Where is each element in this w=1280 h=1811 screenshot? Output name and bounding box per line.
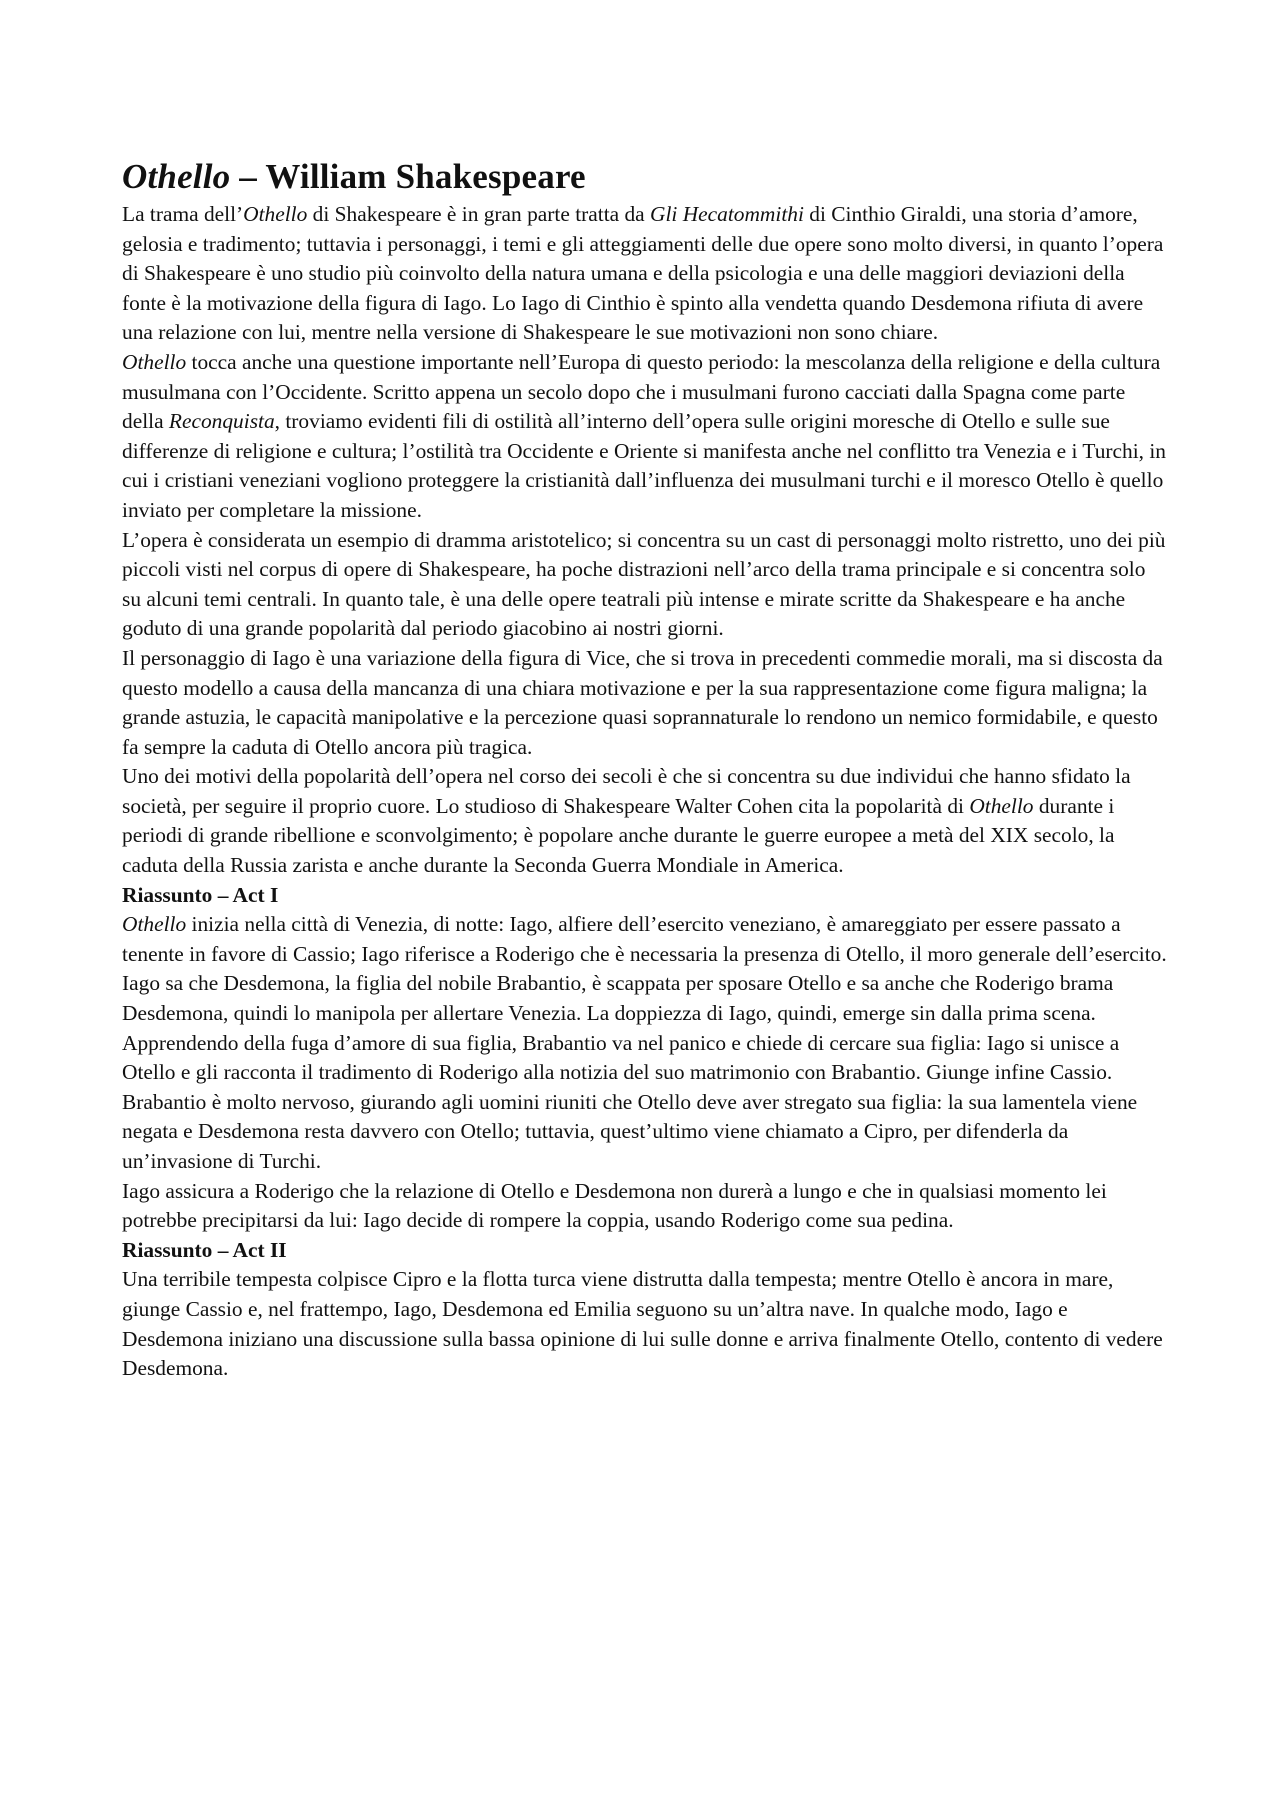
- text-run: tocca anche una questione importante nell’Europa di questo periodo: la mescolanza della religione e della cultura musulmana con l’Occidente. Scritto appena un secolo dopo che i musulmani furono cacciati dalla Spagna come parte della: [122, 349, 1161, 434]
- act1-paragraph-2: Apprendendo della fuga d’amore di sua figlia, Brabantio va nel panico e chiede di cercare sua figlia: Iago si unisce a Otello e gli racconta il tradimento di Roderigo alla notizia del suo matrimonio con Brabantio. Giunge infine Cassio.: [122, 1030, 1120, 1085]
- italic-run: Othello: [969, 793, 1034, 818]
- title-italic: Othello: [122, 157, 231, 196]
- act1-paragraph-1: [122, 910, 1167, 1028]
- document-title: [122, 156, 1167, 198]
- intro-paragraph-4: Il personaggio di Iago è una variazione della figura di Vice, che si trova in precedenti commedie morali, ma si discosta da questo modello a causa della mancanza di una chiara motivazione e per la sua rappresentazione come figura maligna; la grande astuzia, le capacità manipolative e la percezione quasi soprannaturale lo rendono un nemico formidabile, e questo fa sempre la caduta di Otello ancora più tragica.: [122, 645, 1163, 759]
- italic-run: Othello: [243, 202, 308, 226]
- intro-paragraph-2: [122, 348, 1167, 526]
- italic-run: Othello: [122, 349, 187, 374]
- text-run: La trama dell’: [122, 202, 244, 226]
- intro-paragraph-5: [122, 762, 1167, 880]
- section-heading-act-2: Riassunto – Act II: [122, 1237, 287, 1262]
- italic-run: Othello: [122, 912, 187, 937]
- title-rest: – William Shakespeare: [230, 157, 586, 196]
- act1-paragraph-4: Iago assicura a Roderigo che la relazione di Otello e Desdemona non durerà a lungo e che in qualsiasi momento lei potrebbe precipitarsi da lui: Iago decide di rompere la coppia, usando Roderigo come sua pedina.: [122, 1178, 1107, 1233]
- italic-run: Gli Hecatommithi: [650, 202, 804, 226]
- italic-run: Reconquista: [168, 409, 275, 434]
- text-run: inizia nella città di Venezia, di notte: Iago, alfiere dell’esercito veneziano, è amareggiato per essere passato a tenente in favore di Cassio; Iago riferisce a Roderigo che è necessaria la presenza di Otello, il moro generale dell’esercito. Iago sa che Desdemona, la figlia del nobile Brabantio, è scappata per sposare Otello e sa anche che Roderigo brama Desdemona, quindi lo manipola per allertare Venezia. La doppiezza di Iago, quindi, emerge sin dalla prima scena.: [122, 912, 1167, 1026]
- intro-paragraph-1: [122, 200, 1167, 348]
- section-heading-act-1: Riassunto – Act I: [122, 882, 279, 907]
- text-run: durante i periodi di grande ribellione e sconvolgimento; è popolare anche durante le guerre europee a metà del XIX secolo, la caduta della Russia zarista e anche durante la Seconda Guerra Mondiale in America.: [122, 793, 1115, 878]
- act1-paragraph-3: Brabantio è molto nervoso, giurando agli uomini riuniti che Otello deve aver stregato sua figlia: la sua lamentela viene negata e Desdemona resta davvero con Otello; tuttavia, quest’ultimo viene chiamato a Cipro, per difenderla da un’invasione di Turchi.: [122, 1089, 1138, 1173]
- document-page: [122, 156, 1167, 1384]
- act2-paragraph-1: Una terribile tempesta colpisce Cipro e la flotta turca viene distrutta dalla tempesta; mentre Otello è ancora in mare, giunge Cassio e, nel frattempo, Iago, Desdemona ed Emilia seguono su un’altra nave. In qualche modo, Iago e Desdemona iniziano una discussione sulla bassa opinione di lui sulle donne e arriva finalmente Otello, contento di vedere Desdemona.: [122, 1267, 1163, 1381]
- text-run: di Cinthio Giraldi, una storia d’amore, gelosia e tradimento; tuttavia i personaggi, i temi e gli atteggiamenti delle due opere sono molto diversi, in quanto l’opera di Shakespeare è uno studio più coinvolto della natura umana e della psicologia e una delle maggiori deviazioni della fonte è la motivazione della figura di Iago. Lo Iago di Cinthio è spinto alla vendetta quando Desdemona rifiuta di avere una relazione con lui, mentre nella versione di Shakespeare le sue motivazioni non sono chiare.: [122, 202, 1164, 345]
- text-run: di Shakespeare è in gran parte tratta da: [307, 202, 651, 226]
- intro-paragraph-3: L’opera è considerata un esempio di dramma aristotelico; si concentra su un cast di personaggi molto ristretto, uno dei più piccoli visti nel corpus di opere di Shakespeare, ha poche distrazioni nell’arco della trama principale e si concentra solo su alcuni temi centrali. In quanto tale, è una delle opere teatrali più intense e mirate scritte da Shakespeare e ha anche goduto di una grande popolarità dal periodo giacobino ai nostri giorni.: [122, 527, 1166, 641]
- text-run: Uno dei motivi della popolarità dell’opera nel corso dei secoli è che si concentra su due individui che hanno sfidato la società, per seguire il proprio cuore. Lo studioso di Shakespeare Walter Cohen cita la popolarità di: [122, 764, 1131, 818]
- text-run: , troviamo evidenti fili di ostilità all’interno dell’opera sulle origini moresche di Otello e sulle sue differenze di religione e cultura; l’ostilità tra Occidente e Oriente si manifesta anche nel conflitto tra Venezia e i Turchi, in cui i cristiani veneziani vogliono proteggere la cristianità dall’influenza dei musulmani turchi e il moresco Otello è quello inviato per completare la missione.: [122, 409, 1166, 522]
